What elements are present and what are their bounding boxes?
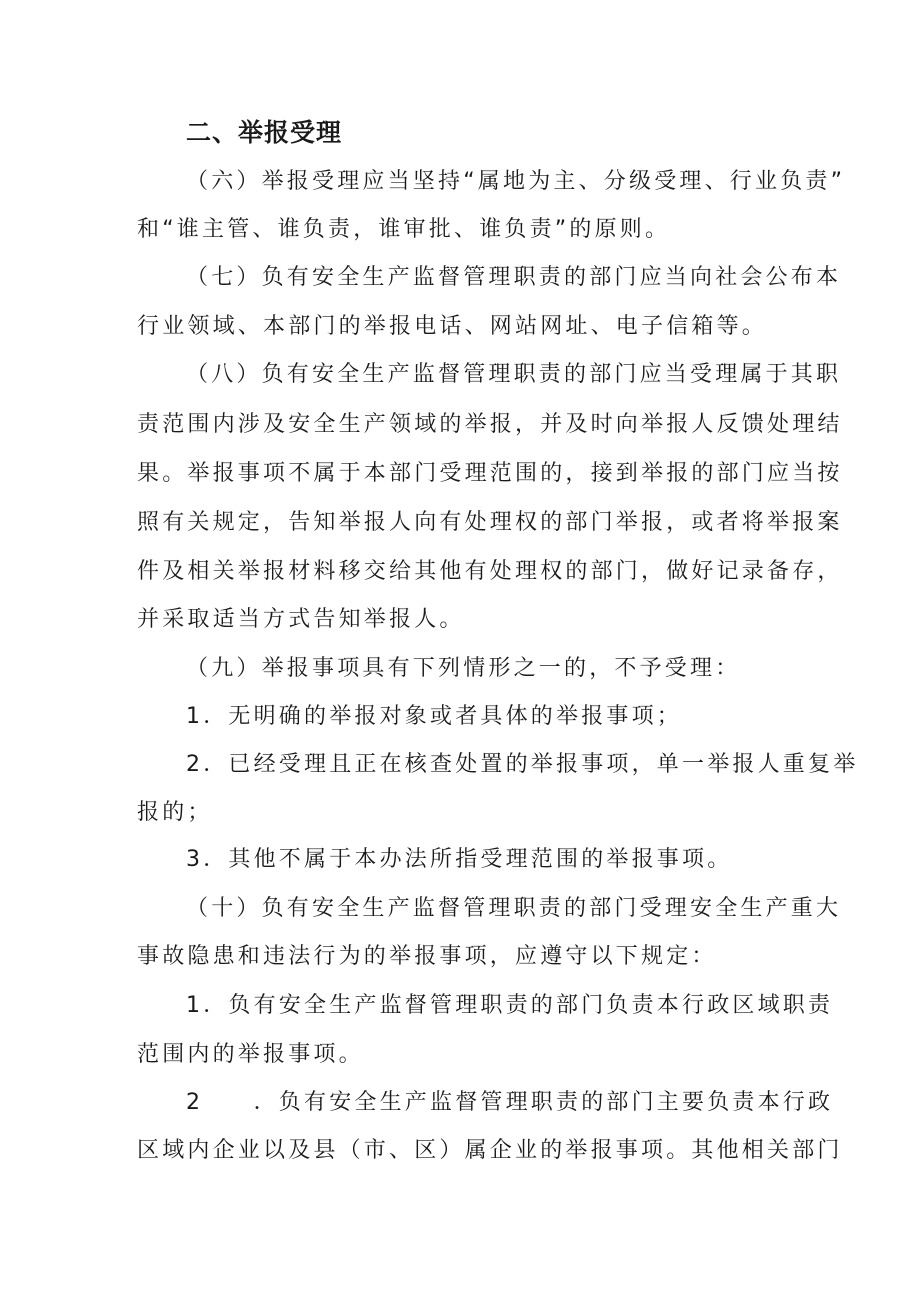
paragraph-line: （十）负有安全生产监督管理职责的部门受理安全生产重大 — [186, 896, 842, 921]
paragraph-line: 事故隐患和违法行为的举报事项，应遵守以下规定： — [137, 944, 717, 969]
list-item-line: 1．无明确的举报对象或者具体的举报事项； — [186, 704, 682, 729]
list-item-line: 范围内的举报事项。 — [137, 1042, 364, 1067]
paragraph-line: （七）负有安全生产监督管理职责的部门应当向社会公布本 — [186, 265, 842, 290]
paragraph-line: （八）负有安全生产监督管理职责的部门应当受理属于其职 — [186, 362, 842, 387]
paragraph-line: 并采取适当方式告知举报人。 — [137, 607, 465, 632]
paragraph-line: 照有关规定，告知举报人向有处理权的部门举报，或者将举报案 — [137, 510, 843, 535]
paragraph-line: 果。举报事项不属于本部门受理范围的，接到举报的部门应当按 — [137, 461, 843, 486]
list-item-line: 2 ．负有安全生产监督管理职责的部门主要负责本行政 — [186, 1090, 834, 1115]
list-item-line: 2．已经受理且正在核查处置的举报事项，单一举报人重复举 — [186, 752, 859, 777]
list-item-line: 1．负有安全生产监督管理职责的部门负责本行政区域职责 — [186, 993, 834, 1018]
paragraph-line: 责范围内涉及安全生产领域的举报，并及时向举报人反馈处理结 — [137, 412, 843, 437]
paragraph-line: 件及相关举报材料移交给其他有处理权的部门，做好记录备存， — [137, 559, 843, 584]
list-item-line: 3．其他不属于本办法所指受理范围的举报事项。 — [186, 847, 733, 872]
paragraph-line: 和“谁主管、谁负责，谁审批、谁负责”的原则。 — [137, 217, 671, 242]
paragraph-line: （六）举报受理应当坚持“属地为主、分级受理、行业负责” — [186, 169, 846, 194]
paragraph-line: 行业领域、本部门的举报电话、网站网址、电子信箱等。 — [137, 314, 768, 339]
paragraph-line: （九）举报事项具有下列情形之一的，不予受理： — [186, 656, 741, 681]
section-heading: 二、举报受理 — [186, 118, 343, 147]
list-item-line: 报的； — [137, 800, 213, 825]
list-item-line: 区域内企业以及县（市、区）属企业的举报事项。其他相关部门 — [137, 1138, 843, 1163]
